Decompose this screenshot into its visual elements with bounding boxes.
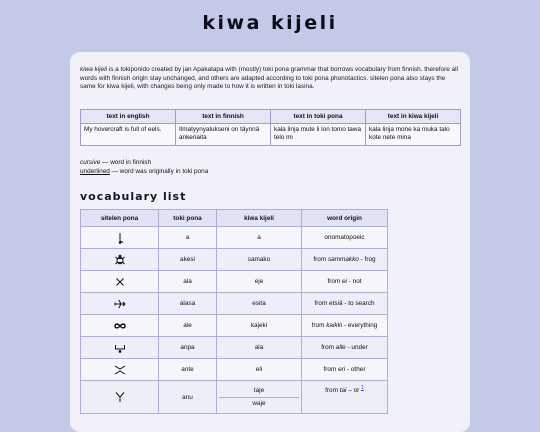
vocabulary-row bbox=[81, 249, 388, 271]
legend-underlined bbox=[80, 168, 208, 177]
kiwa-kijeli-variant: taje bbox=[219, 385, 299, 398]
origin-finnish-word: tai bbox=[339, 387, 347, 395]
origin-prefix: from bbox=[311, 322, 327, 329]
origin-prefix: from bbox=[321, 344, 336, 351]
vocabulary-row bbox=[81, 381, 388, 414]
origin-finnish-word: kaikki bbox=[326, 322, 343, 329]
cell-toki-pona: kala linja mute li lon tomo tawa telo mi bbox=[271, 124, 366, 146]
legend bbox=[80, 159, 208, 176]
vocabulary-row bbox=[81, 227, 388, 249]
origin-prefix: from bbox=[327, 278, 342, 285]
legend-cursive-label: cursive bbox=[80, 159, 101, 166]
vocabulary-heading: vocabulary list bbox=[80, 190, 187, 203]
example-table bbox=[80, 109, 461, 146]
vocabulary-row bbox=[81, 337, 388, 359]
toki-pona-word: akesi bbox=[159, 249, 217, 271]
word-origin bbox=[302, 315, 388, 337]
origin-meaning: - other bbox=[345, 366, 366, 373]
word-origin bbox=[302, 249, 388, 271]
cell-finnish: Ilmatyynyalukseni on täynnä ankeriaita bbox=[176, 124, 271, 146]
word-origin bbox=[302, 359, 388, 381]
header-finnish: text in finnish bbox=[176, 110, 271, 124]
word-origin bbox=[302, 337, 388, 359]
header-toki-pona: text in toki pona bbox=[271, 110, 366, 124]
origin-finnish-word: alle bbox=[335, 344, 346, 351]
word-origin bbox=[302, 381, 388, 414]
origin-meaning: – or bbox=[346, 387, 362, 395]
origin-meaning: - not bbox=[346, 278, 362, 285]
kiwa-kijeli-word: eli bbox=[217, 359, 302, 381]
word-origin bbox=[302, 227, 388, 249]
origin-finnish-word: sammakko bbox=[327, 256, 359, 263]
word-origin bbox=[302, 271, 388, 293]
header-kiwa-kijeli: kiwa kijeli bbox=[217, 210, 302, 227]
header-english: text in english bbox=[81, 110, 176, 124]
header-toki-pona: toki pona bbox=[159, 210, 217, 227]
kiwa-kijeli-word: kajeki bbox=[217, 315, 302, 337]
content-card bbox=[70, 52, 470, 432]
origin-prefix: onomatopoeic bbox=[324, 234, 365, 241]
anpa-glyph-icon bbox=[114, 342, 126, 354]
origin-finnish-word: ei bbox=[342, 278, 347, 285]
kiwa-kijeli-word: ala bbox=[217, 337, 302, 359]
toki-pona-word: anpa bbox=[159, 337, 217, 359]
toki-pona-word: alasa bbox=[159, 293, 217, 315]
ale-glyph-icon bbox=[114, 320, 126, 332]
vocabulary-table bbox=[80, 209, 388, 414]
cell-english: My hovercraft is full of eels. bbox=[81, 124, 176, 146]
toki-pona-word: anu bbox=[159, 381, 217, 414]
origin-finnish-word: eri bbox=[338, 366, 346, 373]
alasa-glyph-icon bbox=[114, 298, 126, 310]
origin-prefix: from bbox=[313, 256, 328, 263]
kiwa-kijeli-word: samako bbox=[217, 249, 302, 271]
origin-prefix: from bbox=[314, 300, 330, 307]
intro-paragraph bbox=[80, 66, 460, 92]
example-table-row bbox=[81, 124, 461, 146]
origin-prefix: from bbox=[323, 366, 339, 373]
kiwa-kijeli-word: eje bbox=[217, 271, 302, 293]
toki-pona-word: ale bbox=[159, 315, 217, 337]
origin-meaning: - everything bbox=[342, 322, 378, 329]
origin-finnish-word: etsiä bbox=[329, 300, 343, 307]
vocabulary-row bbox=[81, 315, 388, 337]
footnote-link[interactable]: 1 bbox=[361, 385, 364, 391]
ante-glyph-icon bbox=[114, 364, 126, 376]
kiwa-kijeli-word bbox=[217, 381, 302, 414]
a-glyph-icon bbox=[114, 232, 126, 244]
ala-glyph-icon bbox=[114, 276, 126, 288]
legend-underlined-label: underlined bbox=[80, 167, 110, 175]
header-word-origin: word origin bbox=[302, 210, 388, 227]
example-table-header bbox=[81, 110, 461, 124]
origin-meaning: - frog bbox=[358, 256, 376, 263]
intro-lead-term: kiwa kijeli bbox=[80, 66, 107, 73]
vocabulary-header-row bbox=[81, 210, 388, 227]
kiwa-kijeli-variant: waje bbox=[252, 399, 266, 407]
legend-underlined-text: — word was originally in toki pona bbox=[109, 167, 209, 175]
legend-cursive-text: — word in finnish bbox=[100, 159, 152, 166]
header-kiwa-kijeli: text in kiwa kijeli bbox=[366, 110, 461, 124]
vocabulary-row bbox=[81, 271, 388, 293]
akesi-glyph-icon bbox=[114, 254, 126, 266]
cell-kiwa-kijeli: kala linja mone ka muka talo kote nete mina bbox=[366, 124, 461, 146]
header-sitelen-pona: sitelen pona bbox=[81, 210, 159, 227]
kiwa-kijeli-word: a bbox=[217, 227, 302, 249]
origin-prefix: from bbox=[325, 387, 340, 395]
intro-text: is a tokiponido created by jan Apakatapa with (mostly) toki pona grammar that borrows vocabulary from finnish. therefore all words with finnish origin stay unchanged, and others are adapted according to toki pona phonotactics. sitelen pona also stays the same for kiwa kijeli, with changes being only made to how it is written in toki lasina. bbox=[80, 66, 458, 91]
toki-pona-word: ante bbox=[159, 359, 217, 381]
legend-cursive bbox=[80, 159, 208, 168]
origin-meaning: - under bbox=[345, 344, 368, 351]
vocabulary-row bbox=[81, 359, 388, 381]
toki-pona-word: a bbox=[159, 227, 217, 249]
word-origin bbox=[302, 293, 388, 315]
site-title: kiwa kijeli bbox=[202, 12, 338, 34]
vocabulary-row bbox=[81, 293, 388, 315]
anu-glyph-icon bbox=[114, 391, 126, 403]
origin-meaning: - to search bbox=[342, 300, 375, 307]
toki-pona-word: ala bbox=[159, 271, 217, 293]
kiwa-kijeli-word: esita bbox=[217, 293, 302, 315]
